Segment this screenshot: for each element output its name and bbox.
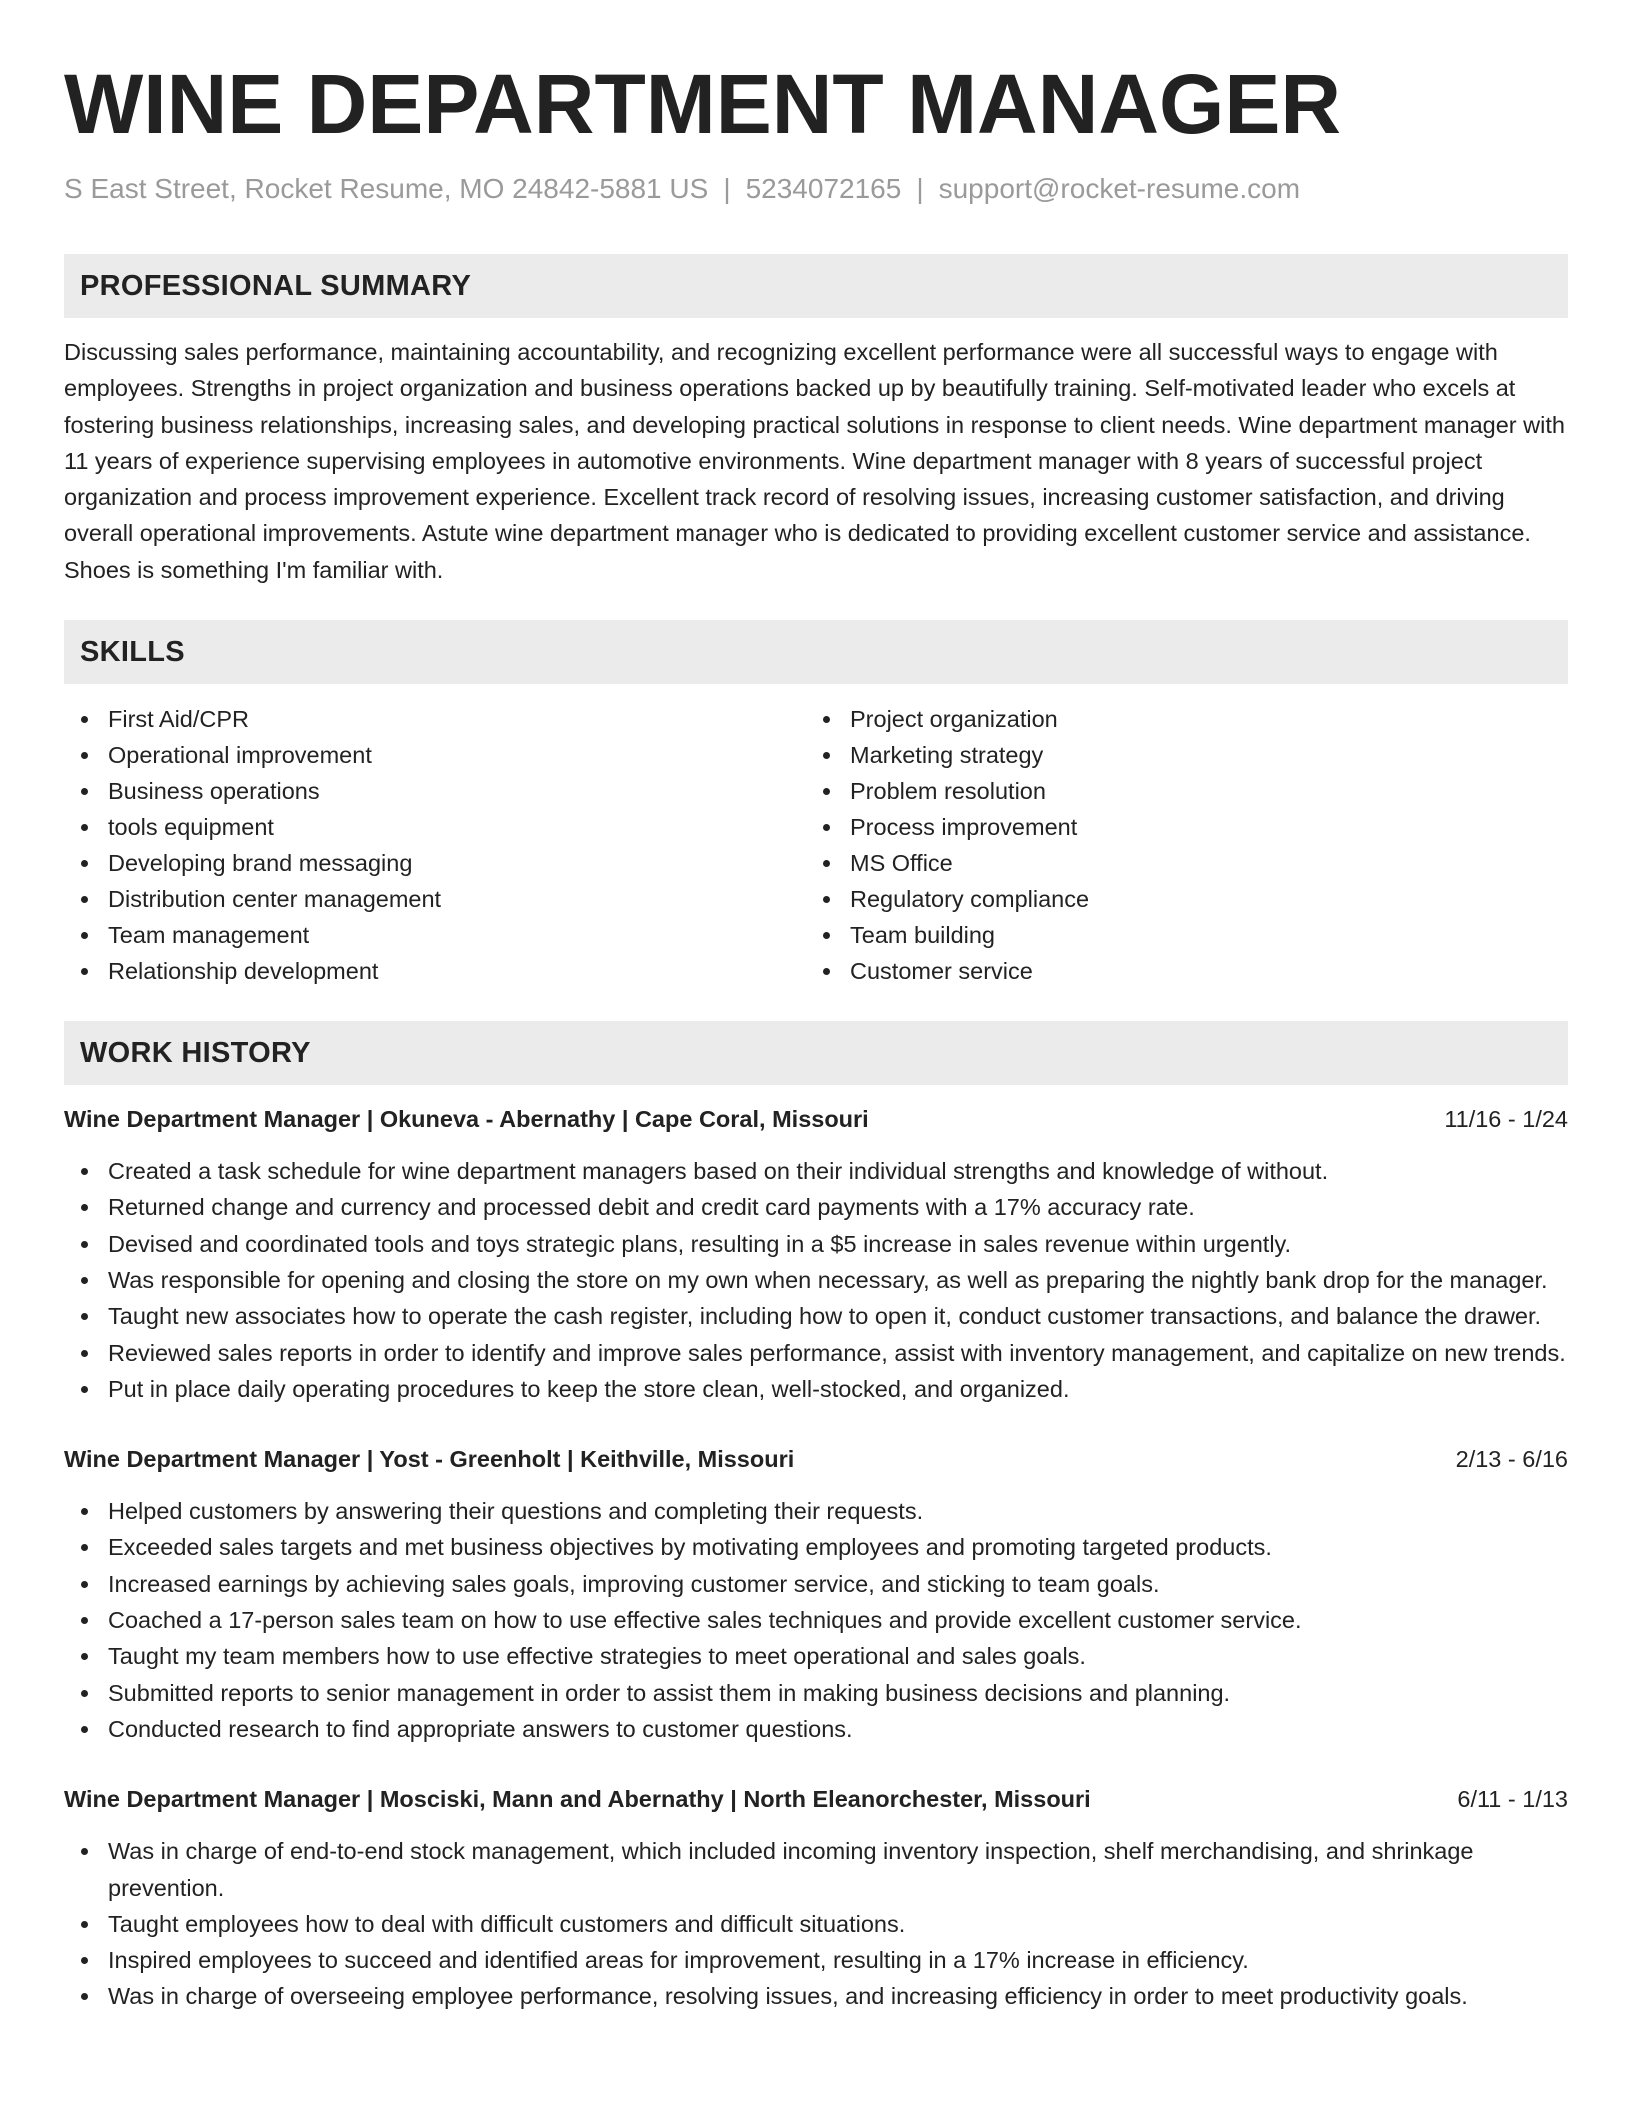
skill-item: Customer service xyxy=(806,953,1548,989)
skills-list xyxy=(64,701,1568,989)
job-dates: 2/13 - 6/16 xyxy=(1455,1446,1568,1473)
summary-heading: PROFESSIONAL SUMMARY xyxy=(64,254,1568,318)
job-bullet: Was responsible for opening and closing the store on my own when necessary, as well as preparing the nightly bank drop for the manager. xyxy=(64,1262,1568,1298)
job-header xyxy=(64,1101,1568,1137)
job-title: Wine Department Manager | Mosciski, Mann and Abernathy | North Eleanorchester, Missouri xyxy=(64,1786,1091,1813)
job-bullet: Reviewed sales reports in order to identify and improve sales performance, assist with inventory management, and capitalize on new trends. xyxy=(64,1335,1568,1371)
skill-item: Problem resolution xyxy=(806,773,1548,809)
job-header xyxy=(64,1781,1568,1817)
skill-item: Relationship development xyxy=(64,953,806,989)
skills-column-right xyxy=(806,701,1548,989)
job-bullet: Taught new associates how to operate the cash register, including how to open it, conduct customer transactions, and balance the drawer. xyxy=(64,1298,1568,1334)
skills-column-left xyxy=(64,701,806,989)
job-bullet: Was in charge of end-to-end stock management, which included incoming inventory inspection, shelf merchandising, and shrinkage prevention. xyxy=(64,1833,1568,1906)
skill-item: MS Office xyxy=(806,845,1548,881)
job-title: Wine Department Manager | Yost - Greenholt | Keithville, Missouri xyxy=(64,1446,795,1473)
skill-item: Team management xyxy=(64,917,806,953)
job-bullet: Inspired employees to succeed and identified areas for improvement, resulting in a 17% increase in efficiency. xyxy=(64,1942,1568,1978)
contact-separator: | xyxy=(916,173,924,204)
job-bullet: Created a task schedule for wine department managers based on their individual strengths and knowledge of without. xyxy=(64,1153,1568,1189)
contact-phone: 5234072165 xyxy=(745,173,902,204)
skill-item: tools equipment xyxy=(64,809,806,845)
job-dates: 11/16 - 1/24 xyxy=(1444,1106,1568,1133)
skill-item: Business operations xyxy=(64,773,806,809)
job-bullet: Increased earnings by achieving sales goals, improving customer service, and sticking to team goals. xyxy=(64,1566,1568,1602)
contact-address: S East Street, Rocket Resume, MO 24842-5881 US xyxy=(64,173,709,204)
job-bullet: Returned change and currency and processed debit and credit card payments with a 17% accuracy rate. xyxy=(64,1189,1568,1225)
resume-name-title: WINE DEPARTMENT MANAGER xyxy=(64,57,1342,151)
skill-item: Distribution center management xyxy=(64,881,806,917)
job-bullet: Was in charge of overseeing employee performance, resolving issues, and increasing efficiency in order to meet productivity goals. xyxy=(64,1978,1568,2014)
job-bullet: Put in place daily operating procedures to keep the store clean, well-stocked, and organized. xyxy=(64,1371,1568,1407)
job-dates: 6/11 - 1/13 xyxy=(1457,1786,1568,1813)
job-entry xyxy=(64,1781,1568,2014)
contact-separator: | xyxy=(723,173,731,204)
job-bullet: Coached a 17-person sales team on how to use effective sales techniques and provide excellent customer service. xyxy=(64,1602,1568,1638)
job-header xyxy=(64,1441,1568,1477)
job-bullets xyxy=(64,1493,1568,1747)
job-bullet: Devised and coordinated tools and toys strategic plans, resulting in a $5 increase in sales revenue within urgently. xyxy=(64,1226,1568,1262)
skill-item: Process improvement xyxy=(806,809,1548,845)
job-bullet: Conducted research to find appropriate answers to customer questions. xyxy=(64,1711,1568,1747)
summary-paragraph: Discussing sales performance, maintaining accountability, and recognizing excellent performance were all successful ways to engage with employees. Strengths in project organization and business operations backed up by beautifully training. Self-motivated leader who excels at fostering business relationships, increasing sales, and developing practical solutions in response to client needs. Wine department manager with 11 years of experience supervising employees in automotive environments. Wine department manager with 8 years of successful project organization and process improvement experience. Excellent track record of resolving issues, increasing customer satisfaction, and driving overall operational improvements. Astute wine department manager who is dedicated to providing excellent customer service and assistance. Shoes is something I'm familiar with. xyxy=(64,339,1565,583)
skill-item: Project organization xyxy=(806,701,1548,737)
contact-email: support@rocket-resume.com xyxy=(938,173,1301,204)
skill-item: Developing brand messaging xyxy=(64,845,806,881)
job-bullet: Helped customers by answering their questions and completing their requests. xyxy=(64,1493,1568,1529)
skill-item: Team building xyxy=(806,917,1548,953)
skills-heading: SKILLS xyxy=(64,620,1568,684)
job-bullet: Taught my team members how to use effective strategies to meet operational and sales goals. xyxy=(64,1638,1568,1674)
job-bullets xyxy=(64,1153,1568,1407)
job-bullet: Exceeded sales targets and met business objectives by motivating employees and promoting targeted products. xyxy=(64,1529,1568,1565)
work-history-heading: WORK HISTORY xyxy=(64,1021,1568,1085)
contact-line xyxy=(64,172,1568,206)
skill-item: First Aid/CPR xyxy=(64,701,806,737)
skill-item: Marketing strategy xyxy=(806,737,1548,773)
resume-page xyxy=(64,0,1568,2015)
skill-item: Operational improvement xyxy=(64,737,806,773)
skill-item: Regulatory compliance xyxy=(806,881,1548,917)
job-entry xyxy=(64,1441,1568,1747)
job-bullet: Submitted reports to senior management in order to assist them in making business decisions and planning. xyxy=(64,1675,1568,1711)
job-bullet: Taught employees how to deal with difficult customers and difficult situations. xyxy=(64,1906,1568,1942)
job-bullets xyxy=(64,1833,1568,2014)
job-title: Wine Department Manager | Okuneva - Abernathy | Cape Coral, Missouri xyxy=(64,1106,869,1133)
job-entry xyxy=(64,1101,1568,1407)
